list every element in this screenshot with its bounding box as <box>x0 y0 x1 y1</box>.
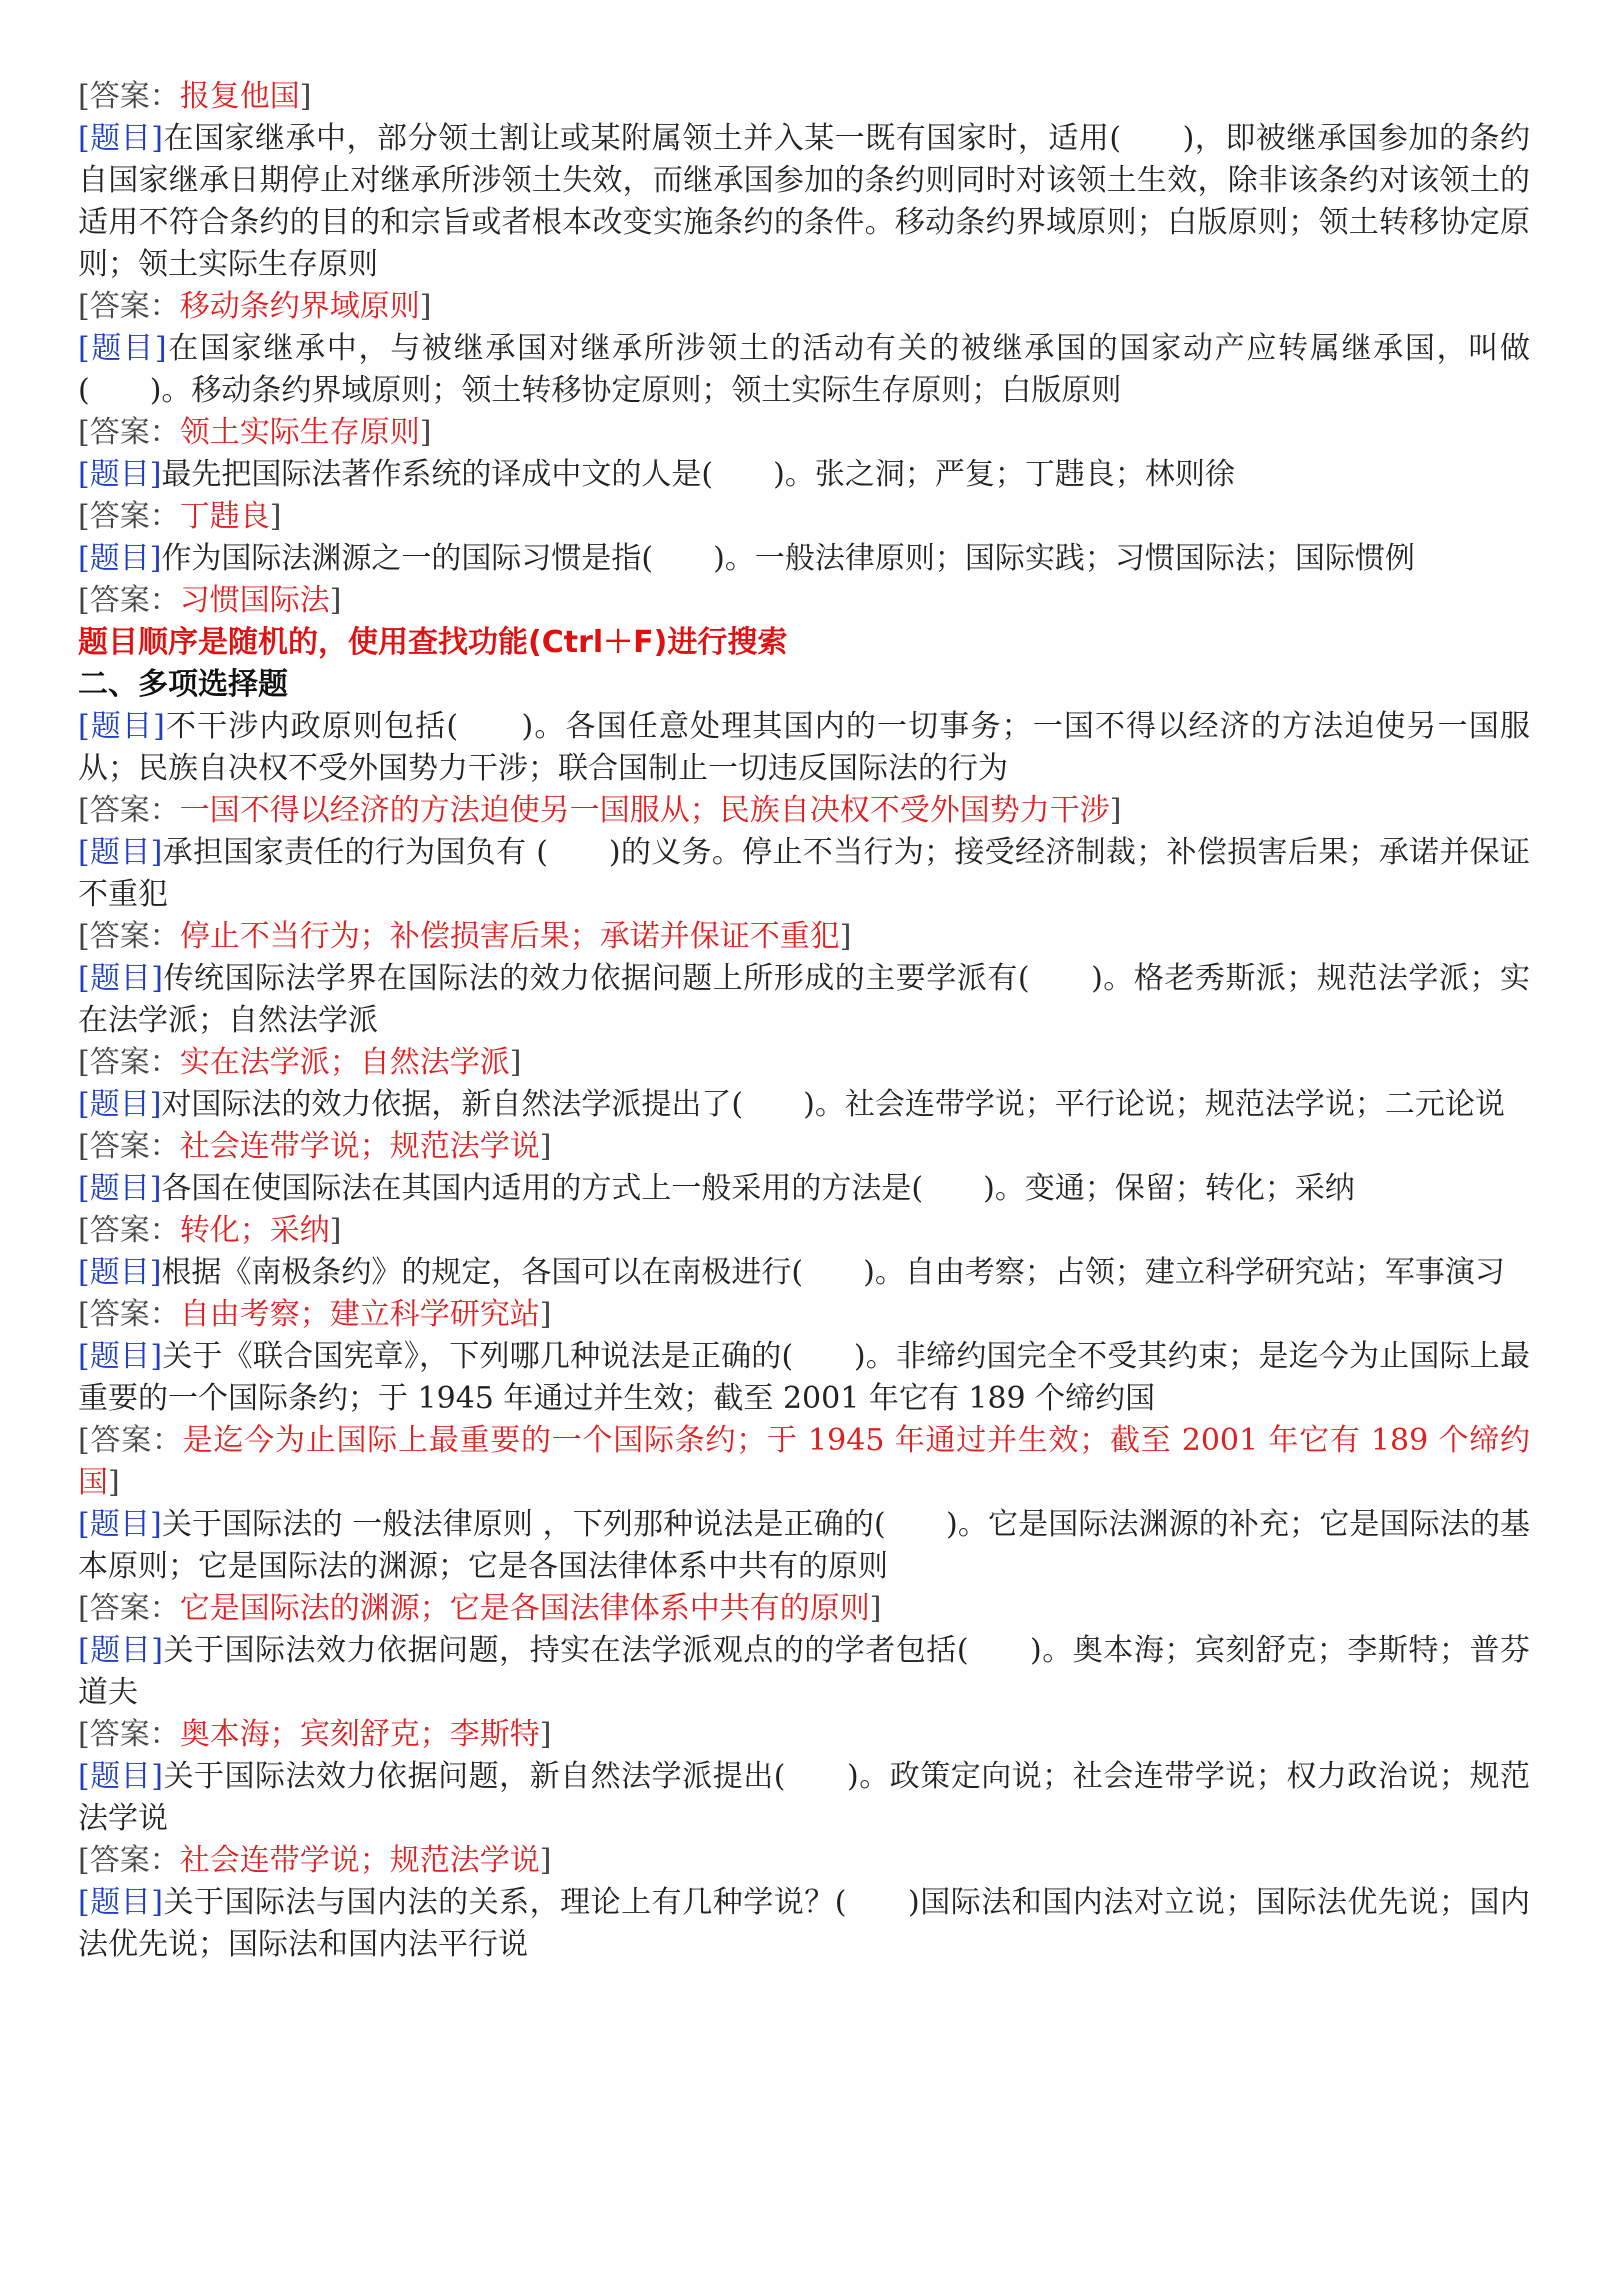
question-tag: [题目] <box>78 457 162 492</box>
answer-tag-close: ] <box>539 1297 552 1332</box>
answer-tag-open: [答案： <box>78 79 180 114</box>
question-item <box>78 1252 1530 1294</box>
answer-item <box>78 916 1530 958</box>
answer-text: 停止不当行为；补偿损害后果；承诺并保证不重犯 <box>179 919 840 954</box>
question-text: 最先把国际法著作系统的译成中文的人是( )。张之洞；严复；丁韪良；林则徐 <box>161 457 1235 492</box>
answer-item <box>78 286 1530 328</box>
answer-tag-close: ] <box>539 1129 552 1164</box>
question-item <box>78 454 1530 496</box>
question-item <box>78 832 1530 916</box>
answer-tag-close: ] <box>869 1591 882 1626</box>
answer-item <box>78 790 1530 832</box>
answer-tag-close: ] <box>329 1213 342 1248</box>
answer-text: 是迄今为止国际上最重要的一个国际条约；于 1945 年通过并生效；截至 2001 年它有 189 个缔约国 <box>78 1423 1530 1500</box>
answer-tag-close: ] <box>269 499 282 534</box>
section-heading: 二、多项选择题 <box>78 667 288 702</box>
answer-text: 丁韪良 <box>179 499 270 534</box>
question-tag: [题目] <box>78 835 163 870</box>
answer-tag-open: [答案： <box>78 1423 183 1458</box>
question-item <box>78 538 1530 580</box>
answer-text: 转化；采纳 <box>179 1213 330 1248</box>
question-tag: [题目] <box>78 709 165 744</box>
answer-item <box>78 1126 1530 1168</box>
answer-item <box>78 580 1530 622</box>
question-item <box>78 958 1530 1042</box>
answer-item <box>78 1420 1530 1504</box>
document-body <box>78 76 1530 1966</box>
question-tag: [题目] <box>78 1087 162 1122</box>
answer-text: 社会连带学说；规范法学说 <box>179 1129 540 1164</box>
answer-tag-close: ] <box>539 1717 552 1752</box>
answer-tag-close: ] <box>509 1045 522 1080</box>
question-text: 关于国际法的 一般法律原则 ，下列那种说法是正确的( )。它是国际法渊源的补充；它是国际法的基本原则；它是国际法的渊源；它是各国法律体系中共有的原则 <box>78 1507 1530 1584</box>
question-tag: [题目] <box>78 541 162 576</box>
answer-item <box>78 1840 1530 1882</box>
answer-tag-open: [答案： <box>78 1843 180 1878</box>
answer-tag-open: [答案： <box>78 1717 180 1752</box>
question-item <box>78 118 1530 286</box>
question-text: 关于国际法效力依据问题，新自然法学派提出( )。政策定向说；社会连带学说；权力政治说；规范法学说 <box>78 1759 1530 1836</box>
question-tag: [题目] <box>78 1885 163 1920</box>
search-notice: 题目顺序是随机的，使用查找功能(Ctrl＋F)进行搜索 <box>78 625 788 660</box>
answer-item <box>78 1042 1530 1084</box>
answer-item <box>78 412 1530 454</box>
question-text: 关于国际法与国内法的关系，理论上有几种学说？( )国际法和国内法对立说；国际法优先说；国内法优先说；国际法和国内法平行说 <box>78 1885 1530 1962</box>
answer-text: 奥本海；宾刻舒克；李斯特 <box>179 1717 540 1752</box>
answer-tag-open: [答案： <box>78 583 180 618</box>
answer-tag-close: ] <box>539 1843 552 1878</box>
answer-item <box>78 1294 1530 1336</box>
question-text: 不干涉内政原则包括( )。各国任意处理其国内的一切事务；一国不得以经济的方法迫使另一国服从；民族自决权不受外国势力干涉；联合国制止一切违反国际法的行为 <box>78 709 1530 786</box>
question-item <box>78 1756 1530 1840</box>
question-item <box>78 1168 1530 1210</box>
answer-tag-open: [答案： <box>78 1213 180 1248</box>
answer-tag-open: [答案： <box>78 1297 180 1332</box>
answer-text: 社会连带学说；规范法学说 <box>179 1843 540 1878</box>
answer-tag-close: ] <box>419 415 432 450</box>
question-item <box>78 1336 1530 1420</box>
answer-tag-close: ] <box>419 289 432 324</box>
answer-text: 报复他国 <box>179 79 300 114</box>
question-item <box>78 706 1530 790</box>
answer-tag-close: ] <box>108 1465 120 1500</box>
answer-tag-open: [答案： <box>78 289 180 324</box>
answer-tag-open: [答案： <box>78 1591 180 1626</box>
question-item <box>78 1630 1530 1714</box>
answer-item <box>78 1210 1530 1252</box>
question-item <box>78 1084 1530 1126</box>
question-text: 作为国际法渊源之一的国际习惯是指( )。一般法律原则；国际实践；习惯国际法；国际惯例 <box>161 541 1415 576</box>
answer-text: 实在法学派；自然法学派 <box>179 1045 510 1080</box>
question-tag: [题目] <box>78 961 163 996</box>
question-item <box>78 1882 1530 1966</box>
question-text: 关于《联合国宪章》，下列哪几种说法是正确的( )。非缔约国完全不受其约束；是迄今为止国际上最重要的一个国际条约；于 1945 年通过并生效；截至 2001 年它有 189 个缔约国 <box>78 1339 1530 1416</box>
question-text: 在国家继承中，部分领土割让或某附属领土并入某一既有国家时，适用( )，即被继承国参加的条约自国家继承日期停止对继承所涉领土失效，而继承国参加的条约则同时对该领土生效，除非该条约对该领土的适用不符合条约的目的和宗旨或者根本改变实施条约的条件。移动条约界域原则；白版原则；领土转移协定原则；领土实际生存原则 <box>78 121 1530 282</box>
answer-text: 自由考察；建立科学研究站 <box>179 1297 540 1332</box>
answer-tag-open: [答案： <box>78 499 180 534</box>
answer-tag-close: ] <box>1109 793 1122 828</box>
question-text: 承担国家责任的行为国负有 ( )的义务。停止不当行为；接受经济制裁；补偿损害后果；承诺并保证不重犯 <box>78 835 1530 912</box>
question-tag: [题目] <box>78 1759 163 1794</box>
question-text: 传统国际法学界在国际法的效力依据问题上所形成的主要学派有( )。格老秀斯派；规范法学派；实在法学派；自然法学派 <box>78 961 1530 1038</box>
answer-tag-close: ] <box>299 79 312 114</box>
answer-text: 它是国际法的渊源；它是各国法律体系中共有的原则 <box>179 1591 870 1626</box>
answer-item <box>78 76 1530 118</box>
answer-item <box>78 1714 1530 1756</box>
question-item <box>78 328 1530 412</box>
question-text: 对国际法的效力依据，新自然法学派提出了( )。社会连带学说；平行论说；规范法学说；二元论说 <box>161 1087 1505 1122</box>
answer-text: 一国不得以经济的方法迫使另一国服从；民族自决权不受外国势力干涉 <box>179 793 1110 828</box>
answer-tag-open: [答案： <box>78 919 180 954</box>
question-text: 根据《南极条约》的规定，各国可以在南极进行( )。自由考察；占领；建立科学研究站；军事演习 <box>161 1255 1505 1290</box>
answer-tag-close: ] <box>839 919 852 954</box>
question-tag: [题目] <box>78 1633 163 1668</box>
answer-tag-close: ] <box>329 583 342 618</box>
answer-tag-open: [答案： <box>78 793 180 828</box>
answer-tag-open: [答案： <box>78 415 180 450</box>
question-item <box>78 1504 1530 1588</box>
question-tag: [题目] <box>78 1339 163 1374</box>
answer-text: 移动条约界域原则 <box>179 289 420 324</box>
question-tag: [题目] <box>78 121 163 156</box>
answer-text: 习惯国际法 <box>179 583 330 618</box>
answer-tag-open: [答案： <box>78 1129 180 1164</box>
question-tag: [题目] <box>78 1507 162 1542</box>
answer-tag-open: [答案： <box>78 1045 180 1080</box>
answer-item <box>78 496 1530 538</box>
question-text: 在国家继承中，与被继承国对继承所涉领土的活动有关的被继承国的国家动产应转属继承国，叫做( )。移动条约界域原则；领土转移协定原则；领土实际生存原则；白版原则 <box>78 331 1530 408</box>
question-tag: [题目] <box>78 1171 162 1206</box>
question-text: 各国在使国际法在其国内适用的方式上一般采用的方法是( )。变通；保留；转化；采纳 <box>161 1171 1355 1206</box>
question-text: 关于国际法效力依据问题，持实在法学派观点的的学者包括( )。奥本海；宾刻舒克；李斯特；普芬道夫 <box>78 1633 1530 1710</box>
answer-text: 领土实际生存原则 <box>179 415 420 450</box>
question-tag: [题目] <box>78 331 167 366</box>
answer-item <box>78 1588 1530 1630</box>
question-tag: [题目] <box>78 1255 162 1290</box>
